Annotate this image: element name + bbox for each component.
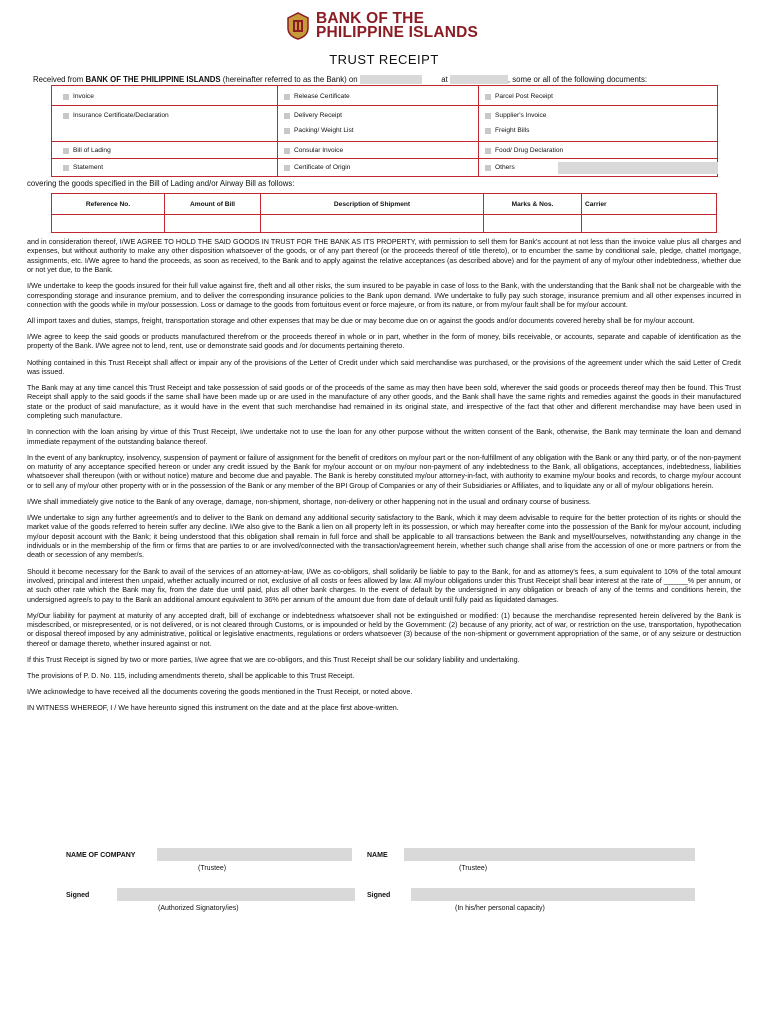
terms-paragraph: I/We agree to keep the said goods or products manufactured therefrom or the proceeds thereof in whole or in part, whether in the form of money, bills receivable, or accounts, separate and capable of identification as the property of the Bank. I/We agree not to lend, rent, use or demonstrate said goods and /or documents pertaining thereto. [27,333,741,351]
checkbox[interactable] [485,148,491,154]
covering-text: covering the goods specified in the Bill of Lading and/or Airway Bill as follows: [27,179,295,188]
doc-label: Bill of Lading [73,147,111,154]
bank-name-line2: PHILIPPINE ISLANDS [316,24,479,41]
terms-paragraph: My/Our liability for payment at maturity of any accepted draft, bill of exchange or indebtedness whatsoever shall not be extinguished or modified: (1) because the merchandise represented herein delivered by the Bank is misdescribed, or misrepresented, or is not delivered, or is not cleared through Customs, or is impounded or held by the Government: (2) because of any priority, act of war, or restriction on the use, transportation, hypothecation or disposal thereof imposed by any administrative, political or legislative enactments, regulations or orders whatsoever (3) because of the non-shipment or government appropriation of the same, or of any seizure or destruction thereof or damage thereto, whether insured against or not. [27,611,741,648]
page-title: TRUST RECEIPT [329,52,439,67]
terms-paragraph: Should it become necessary for the Bank to avail of the services of an attorney-at-law, I/We as co-obligors, shall solidarily be liable to pay to the Bank, for and as attorney's fees, a sum equivalent to 10% of the total amount involved, principal and interest then unpaid, whether actually incurred or not, exclusive of all costs or fees allowed by law. All my/our obligations under this Trust Receipt shall bear interest at the rate of ______% per annum, or at such other rate which the Bank may fix, from the date due until paid, plus all other bank charges. In the event of default by the undersigned in any obligation or breach of any of the terms and conditions herein, the undersigned agree/s to pay to the Bank an additional amount equivalent to 36% per annum of the amount due from date of default until fully paid as liquidated damages. [27,567,741,604]
checkbox[interactable] [284,148,290,154]
doc-cell [479,142,718,159]
terms-paragraph: The provisions of P. D. No. 115, including amendments thereto, shall be applicable to this Trust Receipt. [27,672,355,681]
doc-label: Invoice [73,93,94,100]
doc-label: Consular Invoice [294,147,344,154]
col-reference: Reference No. [52,194,165,215]
checkbox[interactable] [284,165,290,171]
place-field[interactable] [450,75,508,84]
doc-label: Packing/ Weight List [294,127,354,134]
terms-paragraph: In the event of any bankruptcy, insolvency, suspension of payment or failure of assignment for the benefit of creditors on my/our part or the non-fulfillment of any obligation with the Bank or any third party, or of the non-payment on maturity of any acceptance specified hereon or under any credit issued by the Bank for my/our account or on my/our non-payment of any indebtedness to the Bank, all obligations, acceptances, indebtedness, liabilities whatsoever shall thereupon (with or without notice) mature and become due and payable. The Bank is hereby constituted my/our attorney-in-fact, with authority to examine my/our books and records, to charge my/our account or to sell any of my/our other property with or in the possession of the Bank or any member of the BPI Group of Companies or any of their Subsidiaries or Affiliates, and to liquidate any or all of my/our obligations herein. [27,453,741,490]
signature-field-right[interactable] [411,888,695,901]
checkbox[interactable] [485,94,491,100]
doc-label: Parcel Post Receipt [495,93,553,100]
others-field[interactable] [558,162,718,174]
checkbox[interactable] [485,128,491,134]
received-bank: BANK OF THE PHILIPPINE ISLANDS [85,75,221,84]
doc-label: Delivery Receipt [294,112,343,119]
doc-label: Statement [73,164,104,171]
company-name-field[interactable] [157,848,352,861]
terms-body [27,238,741,721]
doc-cell [52,159,278,177]
checkbox[interactable] [63,148,69,154]
doc-label: Others [495,164,515,171]
doc-cell [52,142,278,159]
signed-label-left: Signed [66,892,90,899]
doc-label: Release Certificate [294,93,350,100]
doc-cell [52,86,278,106]
bank-name [316,12,478,40]
name-label: NAME [367,852,388,859]
cell-amount[interactable] [165,215,261,233]
authorized-caption: (Authorized Signatory/ies) [158,905,239,912]
col-marks: Marks & Nos. [484,194,582,215]
terms-paragraph: In connection with the loan arising by virtue of this Trust Receipt, I/we undertake not to use the loan for any other purpose without the written consent of the Bank, otherwise, the Bank may terminate the loan and demand immediate repayment of the outstanding balance thereof. [27,428,741,446]
signature-field-left[interactable] [117,888,355,901]
terms-paragraph: I/We undertake to keep the goods insured for their full value against fire, theft and all other risks, the sum insured to be payable in case of loss to the Bank, with the understanding that the Bank shall not be chargeable with the corresponding storage and insurance premium, and to deliver the corresponding insurance policies to the Bank upon demand. I/We undertake to fully pay such storage, insurance premium and all other expenses incurred in connection with the goods while in my/our possession. Loss or damage to the goods from fortuitous event or force majeure, or from its nature, or from my/our fault shall be for my/our account. [27,282,741,309]
doc-cell [278,159,479,177]
doc-cell [278,106,479,142]
col-carrier: Carrier [582,194,717,215]
trustee-caption-left: (Trustee) [198,865,227,872]
date-field[interactable] [360,75,422,84]
terms-paragraph: If this Trust Receipt is signed by two or more parties, I/we agree that we are co-obligors, and this Trust Receipt shall be our solidary liability and undertaking. [27,655,520,664]
doc-cell [479,86,718,106]
trustee-name-field[interactable] [404,848,695,861]
shipment-table [51,193,717,233]
checkbox[interactable] [485,165,491,171]
col-description: Description of Shipment [261,194,484,215]
terms-paragraph: The Bank may at any time cancel this Trust Receipt and take possession of said goods or of the proceeds of the same as may then have been sold, wherever the said goods or proceeds thereof may then be found. This Trust Receipt shall apply to the said goods if the same shall have been made up or are used in the manufacture of any other goods, and the Bank shall have the same rights and remedies against the goods in their manufactured state or the product of said manufacture, as it would have in the event that such merchandise had remained in its original state, and irrespective of the fact that other and different merchandise may have been used in completing such manufacture. [27,384,741,421]
checkbox[interactable] [63,113,69,119]
received-prefix: Received from [33,75,84,84]
doc-label: Supplier's Invoice [495,112,547,119]
doc-label: Freight Bills [495,127,530,134]
doc-cell [278,142,479,159]
checkbox[interactable] [284,113,290,119]
doc-cell [479,106,718,142]
personal-caption: (In his/her personal capacity) [455,905,545,912]
checkbox[interactable] [63,165,69,171]
signed-label-right: Signed [367,892,391,899]
doc-label: Insurance Certificate/Declaration [73,112,169,119]
bpi-seal-icon [286,12,310,40]
bank-name-line1: BANK OF THE [316,10,425,27]
terms-paragraph: I/We acknowledge to have received all the documents covering the goods mentioned in the Trust Receipt, or noted above. [27,688,413,697]
col-amount: Amount of Bill [165,194,261,215]
checkbox[interactable] [284,94,290,100]
doc-label: Certificate of Origin [294,164,351,171]
terms-paragraph: and in consideration thereof, I/WE AGREE TO HOLD THE SAID GOODS IN TRUST FOR THE BANK AS ITS PROPERTY, with permission to sell them for Bank's account at not less than the invoice value plus all charges and expenses, but without authority to make any other disposition whatsoever of the goods, or of any part thereof (or the proceeds thereof of title thereto), or to encumber the same by conditional sale, pledge, chattel mortgage, assignments, etc. I/We agree to hand the proceeds, as soon as received, to the Bank and to apply against the relative acceptances (as described above) and for the payment of any of my/our other indebtedness, whether due or not yet due, to the Bank. [27,238,741,275]
cell-marks[interactable] [484,215,582,233]
company-label: NAME OF COMPANY [66,852,136,859]
terms-paragraph: Nothing contained in this Trust Receipt shall affect or impair any of the provisions of the Letter of Credit under which said merchandise was purchased, or the provisions of the agreement under which the said Letter of Credit was issued. [27,358,741,376]
terms-paragraph: All import taxes and duties, stamps, freight, transportation storage and other expenses that may be due or may become due on or against the goods and/or documents covered hereby shall be for my/our account. [27,317,695,325]
received-middle: (hereinafter referred to as the Bank) on [222,75,358,84]
received-at: at [441,75,448,84]
cell-reference[interactable] [52,215,165,233]
cell-description[interactable] [261,215,484,233]
checkbox[interactable] [63,94,69,100]
cell-carrier[interactable] [582,215,717,233]
terms-paragraph: IN WITNESS WHEREOF, I / We have hereunto signed this instrument on the date and at the place first above-written. [27,704,399,713]
received-line [33,75,647,84]
terms-paragraph: I/We shall immediately give notice to the Bank of any overage, damage, non-shipment, shortage, non-delivery or other happening not in the usual and ordinary course of business. [27,497,591,506]
doc-cell [52,106,278,142]
trustee-caption-right: (Trustee) [459,865,488,872]
terms-paragraph: I/We undertake to sign any further agreement/s and to deliver to the Bank on demand any additional security satisfactory to the Bank, which it may deem advisable to require for the better protection of its rights or should the market value of the goods referred to herein suffer any decline. I/We also give to the Bank a lien on all property left in its possession, or which may hereafter come into the possession of the Bank for my/our account, including my/our deposit account with the Bank; it being understood that this obligation shall remain in full force and shall be applicable to all transactions between the Bank and myself/ourselves, notwithstanding any change in the individuals or in the membership of the firm or firms that are parties to or are involved/connected with the transaction/agreement herein, whether such change shall arise from the accession of one or more partners or from the death or secession of any member/s. [27,514,741,560]
checkbox[interactable] [284,128,290,134]
doc-cell [278,86,479,106]
checkbox[interactable] [485,113,491,119]
doc-label: Food/ Drug Declaration [495,147,564,154]
received-suffix: , some or all of the following documents: [507,75,648,84]
